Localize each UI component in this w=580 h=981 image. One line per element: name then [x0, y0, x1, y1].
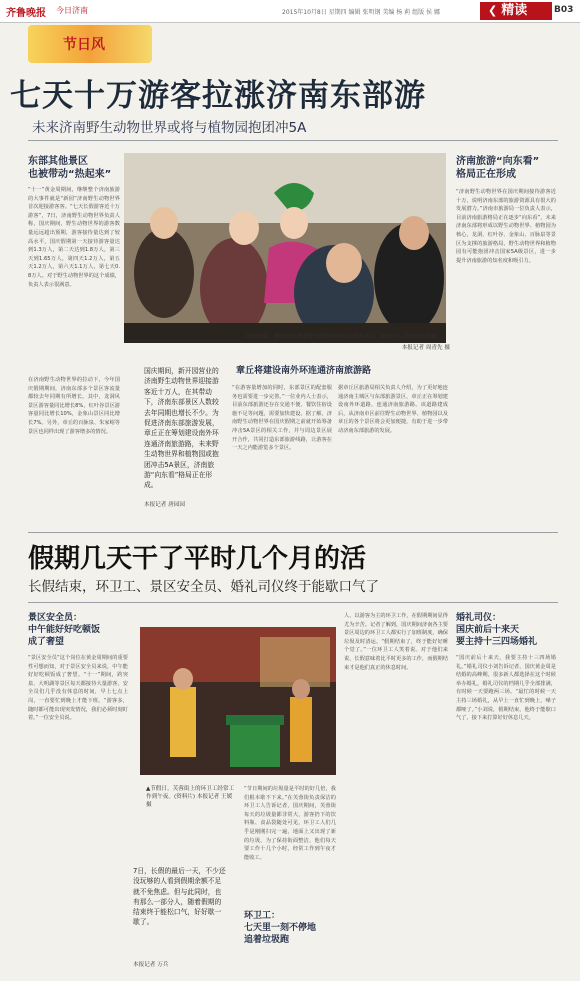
- section-tab[interactable]: [480, 2, 552, 20]
- sidehead-line: 景区安全员：: [28, 613, 83, 623]
- lead-photo-caption: 国庆长假，刚开放的济南野生动物世界天天游客盈门，图为与鸟表演间的游戏。: [246, 334, 442, 340]
- sidehead-wedding-host: [456, 612, 556, 648]
- second-col-d-body: “国庆前后十来天，我要主持十三四场婚礼。”婚礼司仪小刘告诉记者，国庆黄金周是结婚的高峰期，很多新人都选择在这个时候举办婚礼，婚礼司仪的档期几乎全部排满，有时候一天要跑两三场。“最忙的时候一天主持三场婚礼，从早上一直忙到晚上，嗓子都哑了。”小刘说，假期结束，他终于能歇口气了，接下来打算好好休息几天。: [456, 655, 556, 722]
- sidehead-line: 格局正在形成: [456, 169, 516, 180]
- lead-col3-body: “在游客量增加的同时，东部景区的配套服务也需要进一步完善。”一位业内人士表示，目前东部旅游还存在交通不便、餐饮住宿设施不足等问题，需要加快建设。据了解，济南野生动物世界在国庆假期之前就开始筹备冲击5A景区的相关工作，并与周边景区展开合作，共同打造东部旅游线路，让游客在一天之内能游览多个景区。: [232, 385, 332, 452]
- sidehead-east-trend: [456, 155, 556, 181]
- sidehead-line: 追着垃圾跑: [244, 935, 290, 945]
- sidehead-line: 成了奢望: [28, 637, 65, 647]
- section-name: 今日济南: [56, 6, 88, 15]
- sidehead-line: 婚礼司仪：: [456, 613, 502, 623]
- second-headline: 假期几天干了平时几个月的活: [28, 544, 367, 574]
- sidehead-line: 中午能好好吃顿饭: [28, 625, 101, 635]
- lead-photo-credit: 本报记者 周青先 摄: [401, 345, 450, 351]
- sidehead-line: 济南旅游“向东看”: [456, 156, 540, 167]
- sidehead-east-scenic: [28, 155, 120, 181]
- holiday-badge: [28, 25, 152, 63]
- divider: [28, 532, 558, 533]
- divider: [28, 602, 558, 603]
- second-lead-byline: 本报记者 万兵: [133, 962, 169, 968]
- second-col-c-body: 人、以游客为主的环卫工作，在假期期间显得尤为辛苦。记者了解到，国庆期间济南各主要景区周边的环卫工人都实行了加班制度，确保垃圾及时清运。“假期结束了，终于能好好睡个觉了。”一位环卫工人笑着说。对于他们来说，长假意味着比平时更多的工作，而假期结束才是他们真正的休息时间。: [344, 613, 448, 671]
- crowd-photo-illustration: [124, 153, 446, 343]
- chevron-left-icon: ❮: [488, 4, 498, 17]
- second-lead: 7日，长假的最后一天，不少还没玩够的人看到假期余额不足就不免焦虑。但与此同时，也有那么一部分人，随着假期的结束终于能松口气，好好歇一歇了。: [133, 867, 226, 927]
- divider: [28, 140, 558, 141]
- sidehead-line: 国庆前后十来天: [456, 625, 520, 635]
- lead-subhead: 未来济南野生动物世界或将与植物园抱团冲5A: [32, 120, 307, 136]
- tab-label: 精读: [501, 3, 528, 18]
- holiday-badge-text: 节日风: [63, 37, 105, 53]
- lead-col1-body: “十一”黄金周期间，继继整个济南旅游的大事件就是“新园”济南野生动物世界首次迎接游客客。“七天长假游客近十万游客”，7日，济南野生动物世界负责人称，国庆期间，野生动物世界的游客数量远远超出预期，游客接待量达到了较高水平，国庆假期第一天接待游客量达到1.3万人，第二天达到1.8万人，第三天到1.65万人，第四天1.2万人，第五天1.2万人，第六天1.1万人，第七天0.8万人。对于野生动物世界的这个成绩，负责人表示很满意。: [28, 187, 120, 288]
- lead-headline: 七天十万游客拉涨济南东部游: [10, 78, 426, 114]
- sanitation-worker-illustration: [140, 627, 336, 775]
- sidehead-sanitation: [244, 910, 336, 946]
- sidehead-line: 东部其他景区: [28, 156, 88, 167]
- page-number: B03: [554, 5, 574, 15]
- lead-subtitle: 章丘将建设南外环连通济南旅游路: [236, 366, 372, 376]
- lead-intro: 国庆期间，新开园营业的济南野生动物世界迎接游客近十万人，在其带动下，济南东部景区人数较去年同期也增长不少。为促进济南东部旅游发展，章丘正在筹划建设南外环连通济南旅游路，未来野生动物世界和植物园或抱团冲击5A景区，济南旅游“向东看”格局正在形成。: [144, 367, 219, 490]
- sidehead-line: 七天里一刻不停地: [244, 923, 317, 933]
- second-col-b-body: “节日期间的垃圾量是平时的好几倍，我们根本歇不下来。”在芙蓉街负责保洁的环卫工人告诉记者，国庆期间，芙蓉街每天的垃圾量都非常大，游客扔下的饮料瓶、食品袋随处可见，环卫工人们几乎是刚刚扫完一遍，地面上又出现了新的垃圾。为了保持街面整洁，他们每天要工作十几个小时，经常工作到午夜才能收工。: [244, 786, 336, 861]
- lead-col5-body: “济南野生动物世界在国庆期间接待游客近十万，说明济南东部的旅游资源具有很大的发展潜力。”济南市旅游局一位负责人表示，目前济南旅游格局正在逐步“向东看”，未来济南东部将形成以野生动物世界、植物园为核心，龙洞、红叶谷、金象山、百脉泉等景区为支撑的旅游格局，野生动物世界和植物园有可能抱团冲击国家5A级景区，进一步提升济南旅游的知名度和吸引力。: [456, 189, 556, 264]
- sidehead-line: 要主持十三四场婚礼: [456, 637, 538, 647]
- dateline: 2015年10月8日 星期四 编辑 张明钢 美编 杨 莉 组版 侯 娜: [282, 9, 440, 16]
- lead-photo: [124, 153, 446, 343]
- lead-col4-body: 据章丘区旅游局相关负责人介绍，为了更好地连通济南主城区与东部旅游景区，章丘正在筹划建设南外环道路，连通济南旅游路。该道路建成后，从济南市区前往野生动物世界、植物园以及章丘的各个景区将会更加便捷，有助于进一步带动济南东部旅游的发展。: [338, 385, 448, 434]
- sidehead-safety-officer: [28, 612, 128, 648]
- second-photo-caption: ▲节假日，芙蓉街上的环卫工经常工作到午夜。(资料片) 本报记者 王媛 摄: [146, 786, 235, 809]
- lead-col1-body-b: 在济南野生动物世界的拉动下，今年国庆假期期间，济南东部多个景区客流量都较去年同期有所增长。其中，龙洞风景区游客量同比增长8%，红叶谷景区游客量同比增长10%，金象山景区同比增长7%。另外，章丘的百脉泉、朱家峪等景区也同样出现了游客增多的情况。: [28, 377, 120, 435]
- second-col-a-body: “景区安全员”这个岗位在黄金周期间的重要性可想而知，对于景区安全员来说，中午能好好吃顿饭成了奢望。“十一”期间，趵突泉、大明湖等景区每天都接待大量游客，安全员们几乎没有休息的时间，早上七点上岗，一直要忙到晚上才能下班。“游客多，随时都可能出现突发情况，我们必须时刻盯着。”一位安全员说。: [28, 655, 128, 722]
- second-subhead: 长假结束，环卫工、景区安全员、婚礼司仪终于能歇口气了: [28, 579, 379, 595]
- second-photo: [140, 627, 336, 775]
- lead-intro-byline: 本报记者 唐园园: [144, 502, 185, 508]
- paper-logo: 齐鲁晚报: [6, 8, 46, 19]
- sidehead-line: 也被带动“热起来”: [28, 169, 112, 180]
- sidehead-line: 环卫工：: [244, 911, 281, 921]
